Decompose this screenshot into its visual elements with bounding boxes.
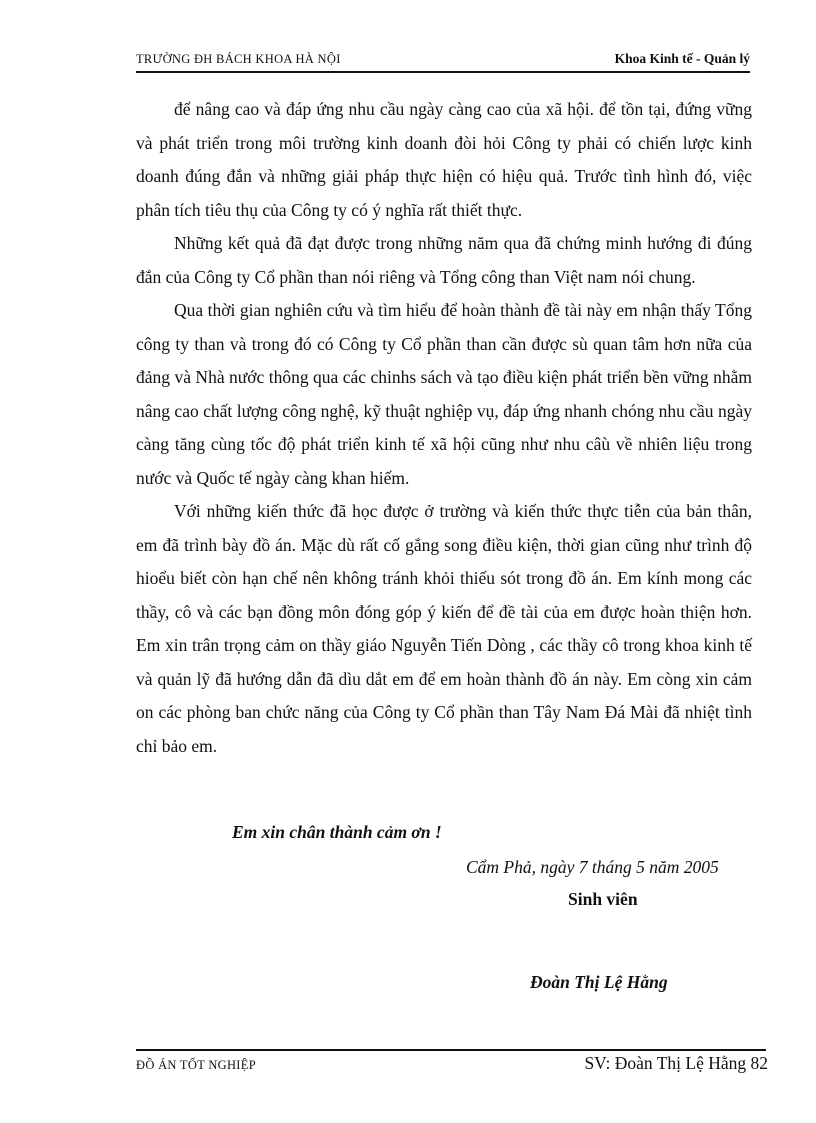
signature-name: Đoàn Thị Lệ Hằng [530,972,668,992]
header-divider [136,71,750,73]
paragraph-2: Những kết quả đã đạt được trong những năm qua đã chứng minh hướng đi đúng đắn của Công ty Cổ phần than nói riêng và Tổng công than Việt nam nói chung. [136,233,752,287]
closing-date: Cẩm Phả, ngày 7 tháng 5 năm 2005 [466,857,719,877]
header-university: TRƯỜNG ĐH BÁCH KHOA HÀ NỘI [136,52,341,66]
footer-student-page: SV: Đoàn Thị Lệ Hằng 82 [584,1053,768,1073]
footer-divider [136,1049,766,1051]
closing-thanks: Em xin chân thành cảm ơn ! [232,822,442,842]
footer-title: ĐỒ ÁN TỐT NGHIỆP [136,1058,256,1072]
paragraph-1: để nâng cao và đáp ứng nhu cầu ngày càng cao của xã hội. để tồn tại, đứng vững và phát triển trong môi trường kinh doanh đòi hỏi Công ty phải có chiến lược kinh doanh đúng đắn và những giải pháp thực hiện có hiệu quả. Trước tình hình đó, việc phân tích tiêu thụ của Công ty có ý nghĩa rất thiết thực. [136,99,752,220]
header-faculty: Khoa Kinh tế - Quản lý [614,51,750,66]
page-header [136,50,750,72]
signature-role: Sinh viên [568,889,638,909]
paragraph-4: Với những kiến thức đã học được ở trường và kiến thức thực tiễn của bản thân, em đã trình bày đồ án. Mặc dù rất cố gắng song điều kiện, thời gian cũng như trình độ hioểu biết còn hạn chế nên không tránh khỏi thiếu sót trong đồ án. Em kính mong các thầy, cô và các bạn đồng môn đóng góp ý kiến để đề tài của em được hoàn thiện hơn. Em xin trân trọng cảm on thầy giáo Nguyễn Tiến Dòng , các thầy cô trong khoa kinh tế và quản lỹ đã hướng dẫn đã dìu dắt em để em hoàn thành đồ án này. Em còng xin cảm on các phòng ban chức năng của Công ty Cổ phần than Tây Nam Đá Mài đã nhiệt tình chỉ bảo em. [136,501,752,756]
document-body [136,93,752,763]
paragraph-3: Qua thời gian nghiên cứu và tìm hiểu để hoàn thành đề tài này em nhận thấy Tổng công ty than và trong đó có Công ty Cổ phần than cần được sù quan tâm hơn nữa của đảng và Nhà nước thông qua các chinhs sách và tạo điều kiện phát triển bền vững nhằm nâng cao chất lượng công nghệ, kỹ thuật nghiệp vụ, đáp ứng nhanh chóng nhu cầu ngày càng tăng cùng tốc độ phát triển kinh tế xã hội cũng như nhu câù về nhiên liệu trong nước và Quốc tế ngày càng khan hiếm. [136,300,752,488]
